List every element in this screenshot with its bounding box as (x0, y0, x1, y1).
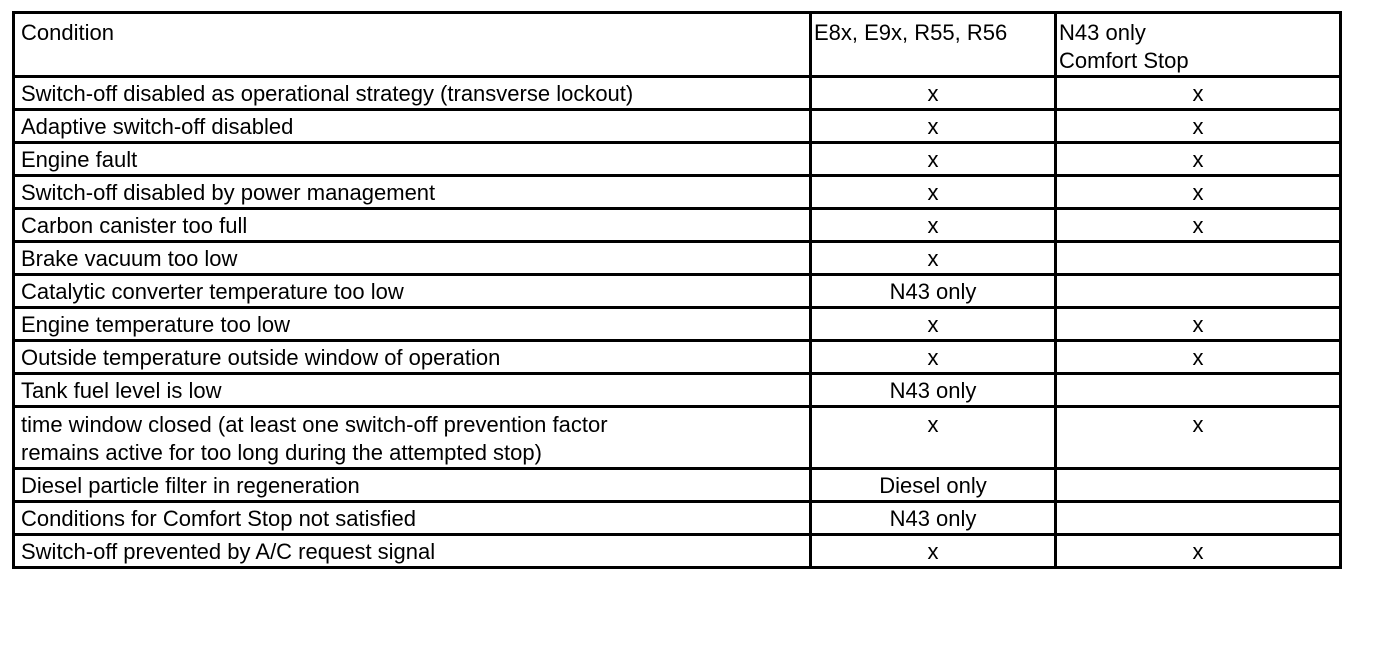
n43-comfort-cell: x (1056, 77, 1341, 110)
table-row (14, 176, 1341, 209)
conditions-table (12, 11, 1342, 569)
table-row (14, 407, 1341, 469)
condition-cell: Tank fuel level is low (14, 374, 811, 407)
condition-cell: Diesel particle filter in regeneration (14, 469, 811, 502)
condition-line1: time window closed (at least one switch-off prevention factor (21, 412, 608, 437)
table-row (14, 308, 1341, 341)
condition-cell: Carbon canister too full (14, 209, 811, 242)
models-cell: Diesel only (811, 469, 1056, 502)
condition-line2: remains active for too long during the attempted stop) (21, 440, 542, 465)
n43-comfort-cell: x (1056, 176, 1341, 209)
condition-cell: Engine fault (14, 143, 811, 176)
models-cell: x (811, 341, 1056, 374)
n43-comfort-cell: x (1056, 341, 1341, 374)
header-n43-line1: N43 only (1059, 20, 1146, 45)
n43-comfort-cell (1056, 469, 1341, 502)
table-row (14, 143, 1341, 176)
condition-cell: Brake vacuum too low (14, 242, 811, 275)
header-n43-line2: Comfort Stop (1059, 48, 1189, 73)
models-cell: x (811, 308, 1056, 341)
models-cell: N43 only (811, 374, 1056, 407)
table-row (14, 275, 1341, 308)
condition-cell: Switch-off disabled by power management (14, 176, 811, 209)
models-cell: x (811, 77, 1056, 110)
table-row (14, 110, 1341, 143)
condition-cell: Outside temperature outside window of operation (14, 341, 811, 374)
condition-cell: Engine temperature too low (14, 308, 811, 341)
models-cell: x (811, 209, 1056, 242)
models-cell: x (811, 242, 1056, 275)
header-condition: Condition (14, 13, 811, 77)
n43-comfort-cell (1056, 275, 1341, 308)
n43-comfort-cell: x (1056, 209, 1341, 242)
table-row (14, 535, 1341, 568)
condition-cell: Switch-off disabled as operational strategy (transverse lockout) (14, 77, 811, 110)
table-row (14, 341, 1341, 374)
table-row (14, 209, 1341, 242)
table-row (14, 502, 1341, 535)
header-n43-comfort-stop (1056, 13, 1341, 77)
n43-comfort-cell (1056, 502, 1341, 535)
n43-comfort-cell: x (1056, 308, 1341, 341)
table-header-row (14, 13, 1341, 77)
models-cell: x (811, 535, 1056, 568)
models-cell: x (811, 407, 1056, 469)
n43-comfort-cell: x (1056, 535, 1341, 568)
table-row (14, 242, 1341, 275)
table-row (14, 374, 1341, 407)
models-cell: x (811, 143, 1056, 176)
condition-cell: Conditions for Comfort Stop not satisfied (14, 502, 811, 535)
n43-comfort-cell: x (1056, 407, 1341, 469)
condition-cell: Switch-off prevented by A/C request signal (14, 535, 811, 568)
condition-cell (14, 407, 811, 469)
models-cell: x (811, 110, 1056, 143)
table-row (14, 469, 1341, 502)
models-cell: N43 only (811, 502, 1056, 535)
condition-cell: Adaptive switch-off disabled (14, 110, 811, 143)
n43-comfort-cell (1056, 242, 1341, 275)
n43-comfort-cell: x (1056, 110, 1341, 143)
n43-comfort-cell (1056, 374, 1341, 407)
n43-comfort-cell: x (1056, 143, 1341, 176)
table-row (14, 77, 1341, 110)
header-models: E8x, E9x, R55, R56 (811, 13, 1056, 77)
models-cell: x (811, 176, 1056, 209)
models-cell: N43 only (811, 275, 1056, 308)
condition-cell: Catalytic converter temperature too low (14, 275, 811, 308)
